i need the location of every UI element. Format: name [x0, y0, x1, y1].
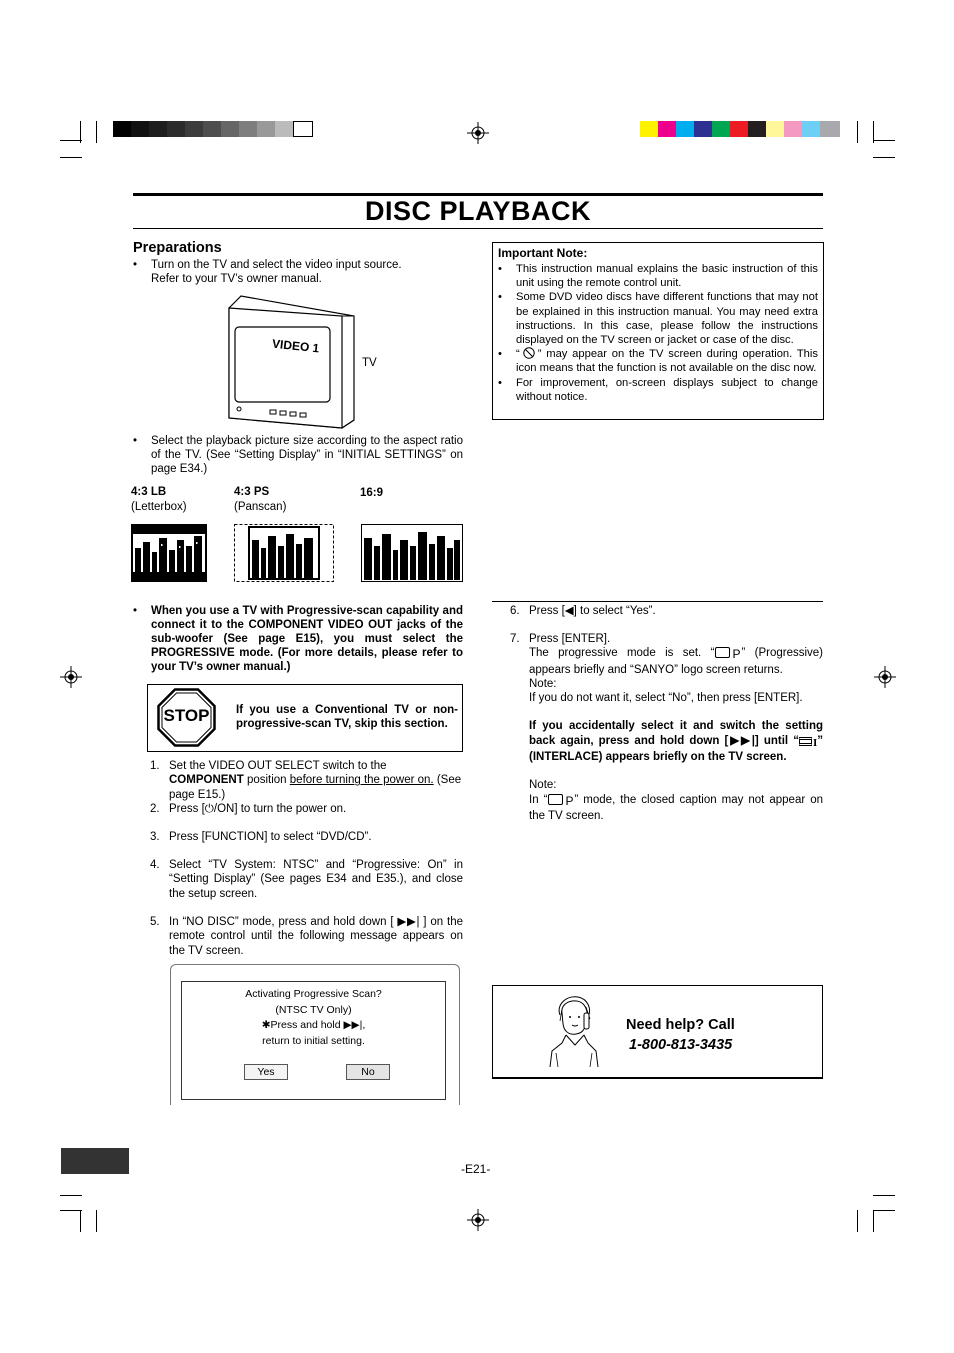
- step-6: 6. Press [◀] to select “Yes”.: [510, 605, 656, 617]
- step-4: 4. Select “TV System: NTSC” and “Progressive: On” in “Setting Display” (See pages E34 and E35.), and close the setup screen.: [150, 859, 463, 900]
- page-tab-marker: [61, 1148, 129, 1174]
- step-7: 7. Press [ENTER]. The progressive mode is set. “ P” (Progressive) appears briefly and “SANYO” logo screen returns. Note: If you do not want it, select “No”, then press [ENTER]. If you accidentally select it and switch the setting back again, press and hold down [▶▶|] until “ I” (INTERLACE) appears briefly on the TV screen. Note: In “ P” mode, the closed caption may not appear on the TV screen.: [510, 633, 824, 822]
- phone-person-icon: [548, 995, 602, 1069]
- progressive-icon: P: [548, 794, 573, 809]
- important-note-box: [492, 242, 824, 420]
- interlace-icon: I: [799, 736, 817, 750]
- aspect-ps-label: 4:3 PS (Panscan): [234, 486, 287, 513]
- note-item: • Some DVD video discs have different functions that may not be explained in this instruction manual. You may need extra instructions. In this case, please follow the instructions displayed on the TV screen or jacket or case of the disc.: [498, 291, 818, 347]
- step-1: 1. Set the VIDEO OUT SELECT switch to the COMPONENT position before turning the power on. (See page E15.): [150, 760, 462, 801]
- yes-button[interactable]: Yes: [244, 1064, 288, 1080]
- dialog-line: (NTSC TV Only): [275, 1003, 352, 1016]
- dialog-line: return to initial setting.: [262, 1034, 365, 1047]
- step-5: 5. In “NO DISC” mode, press and hold down [ ▶▶| ] on the remote control until the following message appears on the TV screen.: [150, 916, 463, 957]
- progressive-icon: P: [715, 647, 740, 662]
- note-item: • For improvement, on-screen displays subject to change without notice.: [498, 376, 818, 403]
- tv-label: TV: [362, 357, 377, 369]
- preparation-step-1: • Turn on the TV and select the video input source. Refer to your TV’s owner manual.: [133, 259, 402, 285]
- letterbox-picture: [131, 524, 207, 582]
- stop-sign-text: STOP: [163, 706, 210, 725]
- registration-target-icon: [467, 122, 489, 144]
- note-item: • “ ” may appear on the TV screen during operation. This icon means that the function is not available on the disc now.: [498, 348, 818, 375]
- aspect-wide-label: 16:9: [360, 487, 384, 499]
- tv-screen-label: VIDEO 1: [271, 336, 320, 356]
- prohibited-icon: [522, 347, 536, 359]
- registration-target-icon: [60, 666, 82, 688]
- no-button[interactable]: No: [346, 1064, 390, 1080]
- widescreen-picture: [361, 524, 463, 582]
- dialog-line: Activating Progressive Scan?: [245, 988, 382, 1000]
- registration-target-icon: [874, 666, 896, 688]
- panscan-picture: [234, 524, 334, 582]
- dialog-line: ✱Press and hold ▶▶|,: [261, 1019, 366, 1031]
- section-heading: Preparations: [133, 240, 222, 256]
- section-divider: [492, 601, 823, 602]
- progressive-note: • When you use a TV with Progressive-scan capability and connect it to the COMPONENT VIDEO OUT jacks of the sub-woofer (See page E15), you must select the PROGRESSIVE mode. (For more details, please refer to your TV’s owner manual.): [133, 605, 463, 673]
- preparation-step-2: • Select the playback picture size according to the aspect ratio of the TV. (See “Setting Display” in “INITIAL SETTINGS” on page E34.): [133, 435, 463, 475]
- step-3: 3. Press [FUNCTION] to select “DVD/CD”.: [150, 831, 372, 843]
- registration-target-icon: [467, 1209, 489, 1231]
- note-item: • This instruction manual explains the basic instruction of this unit using the remote control unit.: [498, 263, 818, 290]
- stop-text: If you use a Conventional TV or non-progressive-scan TV, skip this section.: [236, 704, 458, 730]
- page-number: -E21-: [461, 1162, 491, 1176]
- step-2: 2. Press [⏻/ON] to turn the power on.: [150, 803, 347, 815]
- progressive-dialog: [181, 981, 446, 1100]
- page-title: DISC PLAYBACK: [364, 196, 592, 226]
- help-phone-number: 1-800-813-3435: [629, 1037, 733, 1053]
- aspect-lb-label: 4:3 LB (Letterbox): [131, 486, 187, 513]
- tv-illustration: [226, 294, 358, 430]
- title-rule-bottom: [133, 228, 823, 229]
- stop-box: [147, 684, 463, 752]
- help-text: Need help? Call: [626, 1017, 735, 1033]
- help-box: [492, 985, 823, 1079]
- important-note-heading: Important Note:: [498, 246, 588, 260]
